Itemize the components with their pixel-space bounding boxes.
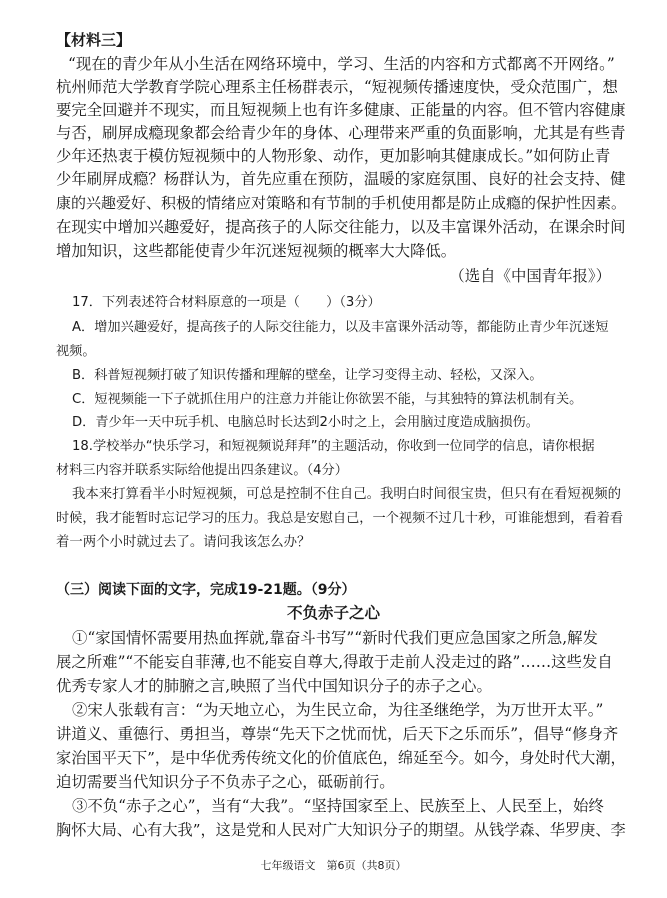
material-source: （选自《中国青年报》） bbox=[449, 267, 611, 285]
question-17-stem: 17．下列表述符合材料原意的一项是（ ）（3分） bbox=[72, 295, 381, 310]
student-letter-line: 时候，我才能暂时忘记学习的压力。我总是安慰自己，一个视频不过几十秒，可谁能想到，看着看 bbox=[56, 511, 624, 526]
material-line: 在现实中增加兴趣爱好，提高孩子的人际交往能力，以及丰富课外活动，在课余时间 bbox=[56, 218, 626, 236]
article-paragraph-line: ②宋人张载有言：“为天地立心，为生民立命，为往圣继绝学，为万世开太平。” bbox=[72, 701, 604, 719]
section-3-heading: （三）阅读下面的文字，完成19-21题。（9分） bbox=[56, 582, 356, 598]
article-paragraph-line: 优秀专家人才的肺腑之言,映照了当代中国知识分子的赤子之心。 bbox=[56, 677, 492, 695]
material-line: “现在的青少年从小生活在网络环境中，学习、生活的内容和方式都离不开网络。” bbox=[68, 55, 615, 73]
article-paragraph-line: 展之所难”“不能妄自菲薄,也不能妄自尊大,得敢于走前人没走过的路”……这些发自 bbox=[56, 653, 613, 671]
article-paragraph-line: ③不负“赤子之心”，当有“大我”。“坚持国家至上、民族至上、人民至上，始终 bbox=[72, 797, 604, 815]
article-title: 不负赤子之心 bbox=[286, 603, 380, 622]
material-line: 增加知识，这些都能使青少年沉迷短视频的概率大大降低。 bbox=[56, 242, 457, 260]
article-paragraph-line: 讲道义、重德行、勇担当，尊崇“先天下之忧而忧，后天下之乐而乐”，倡导“修身齐 bbox=[56, 725, 619, 743]
page-footer: 七年级语文 第6页（共8页） bbox=[260, 859, 407, 872]
q17-option-d: D．青少年一天中玩手机、电脑总时长达到2小时之上，会用脑过度造成脑损伤。 bbox=[72, 415, 539, 430]
material-line: 少年还热衷于模仿短视频中的人物形象、动作，更加影响其健康成长。”如何防止青 bbox=[56, 147, 611, 165]
q17-option-a: A．增加兴趣爱好，提高孩子的人际交往能力，以及丰富课外活动等，都能防止青少年沉迷短 bbox=[72, 320, 609, 335]
article-paragraph-line: 迫切需要当代知识分子不负赤子之心，砥砺前行。 bbox=[56, 773, 395, 791]
question-18-stem-cont: 材料三内容并联系实际给他提出四条建议。（4分） bbox=[56, 463, 348, 478]
material-line: 少年刷屏成瘾？杨群认为，首先应重在预防，温暖的家庭氛围、良好的社会支持、健 bbox=[56, 170, 626, 188]
article-paragraph-line: ①“家国情怀需要用热血挥就,靠奋斗书写”“新时代我们更应急国家之所急,解发 bbox=[72, 629, 598, 647]
q17-option-c: C．短视频能一下子就抓住用户的注意力并能让你欲罢不能，与其独特的算法机制有关。 bbox=[72, 392, 583, 407]
material-line: 康的兴趣爱好、积极的情绪应对策略和有节制的手机使用都是防止成瘾的保护性因素。 bbox=[56, 194, 627, 212]
material-line: 与否，刷屏成瘾现象都会给青少年的身体、心理带来严重的负面影响，尤其是有些青 bbox=[56, 124, 626, 142]
article-paragraph-line: 胸怀大局、心有大我”，这是党和人民对广大知识分子的期望。从钱学森、华罗庚、李 bbox=[56, 821, 626, 839]
material-line: 要完全回避并不现实，而且短视频上也有许多健康、正能量的内容。但不管内容健康 bbox=[56, 101, 626, 119]
student-letter-line: 我本来打算看半小时短视频，可总是控制不住自己。我明白时间很宝贵，但只有在看短视频的 bbox=[72, 487, 622, 502]
q17-option-a-cont: 视频。 bbox=[56, 344, 96, 359]
article-paragraph-line: 家治国平天下”，是中华优秀传统文化的价值底色，绵延至今。如今，身处时代大潮， bbox=[56, 749, 626, 767]
student-letter-line: 着一两个小时就过去了。请问我该怎么办？ bbox=[56, 535, 311, 550]
material-heading: 【材料三】 bbox=[56, 31, 132, 49]
question-18-stem: 18.学校举办“快乐学习，和短视频说拜拜”的主题活动，你收到一位同学的信息，请你根据 bbox=[72, 439, 595, 454]
q17-option-b: B．科普短视频打破了知识传播和理解的壁垒，让学习变得主动、轻松，又深入。 bbox=[72, 368, 543, 383]
material-line: 杭州师范大学教育学院心理系主任杨群表示，“短视频传播速度快，受众范围广，想 bbox=[56, 78, 618, 96]
